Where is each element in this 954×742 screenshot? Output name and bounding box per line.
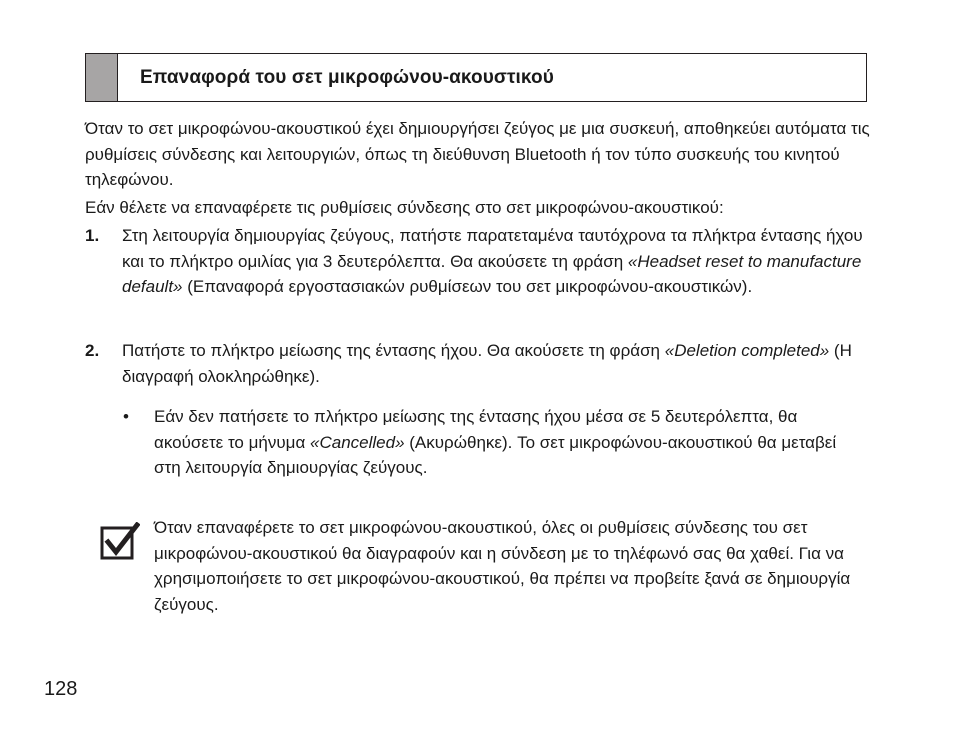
step-number: 2. [85,341,100,360]
bullet-symbol: • [123,407,129,426]
step-text [122,338,875,389]
step-number: 1. [85,226,100,245]
step-1 [85,223,875,300]
section-heading [85,53,867,102]
checkbox-check-icon [100,522,140,562]
step-text-part: Στη λειτουργία δημιουργίας ζεύγους, πατήστε παρατεταμένα ταυτόχρονα τα πλήκτρα έντασης ήχου και το πλήκτρο ομιλίας για 3 δευτερόλεπτα. Θα ακούσετε τη φράση [122,226,863,271]
intro-paragraph: Όταν το σετ μικροφώνου-ακουστικού έχει δημιουργήσει ζεύγος με μια συσκευή, αποθηκεύει αυτόματα τις ρυθμίσεις σύνδεσης και λειτουργιών, όπως τη διεύθυνση Bluetooth ή τον τύπο συσκευής του κινητού τηλεφώνου. [85,119,870,190]
bullet-text-part: Εάν δεν πατήσετε το πλήκτρο μείωσης της έντασης ήχου μέσα σε 5 δευτερόλεπτα, θα ακούσετε το μήνυμα [154,407,798,452]
step-text-part: Πατήστε το πλήκτρο μείωσης της έντασης ήχου. Θα ακούσετε τη φράση [122,341,665,360]
heading-accent-bar [86,54,118,101]
step-phrase: «Deletion completed» [664,341,830,360]
step-text [122,223,875,300]
bullet-text [154,404,843,481]
note-text: Όταν επαναφέρετε το σετ μικροφώνου-ακουστικού, όλες οι ρυθμίσεις σύνδεσης του σετ μικροφώνου-ακουστικού θα διαγραφούν και η σύνδεση με το τηλέφωνό σας θα χαθεί. Για να χρησιμοποιήσετε το σετ μικροφώνου-ακουστικού, θα πρέπει να προβείτε ξανά σε δημιουργία ζεύγους. [154,518,851,614]
bullet-phrase: «Cancelled» [310,432,405,452]
step-text-part: (Η διαγραφή ολοκληρώθηκε). [122,341,852,386]
bullet-item [123,404,843,481]
step-phrase: «Headset reset to manufacture default» [122,251,862,297]
section-title: Επαναφορά του σετ μικροφώνου-ακουστικού [140,66,554,88]
step-2 [85,338,875,389]
page-number: 128 [44,678,78,700]
instruction-lead: Εάν θέλετε να επαναφέρετε τις ρυθμίσεις σύνδεσης στο σετ μικροφώνου-ακουστικού: [85,198,724,217]
step-text-part: (Επαναφορά εργοστασιακών ρυθμίσεων του σετ μικροφώνου-ακουστικών). [182,277,753,297]
bullet-text-part: (Ακυρώθηκε). Το σετ μικροφώνου-ακουστικού θα μεταβεί στη λειτουργία δημιουργίας ζεύγους. [154,432,837,478]
